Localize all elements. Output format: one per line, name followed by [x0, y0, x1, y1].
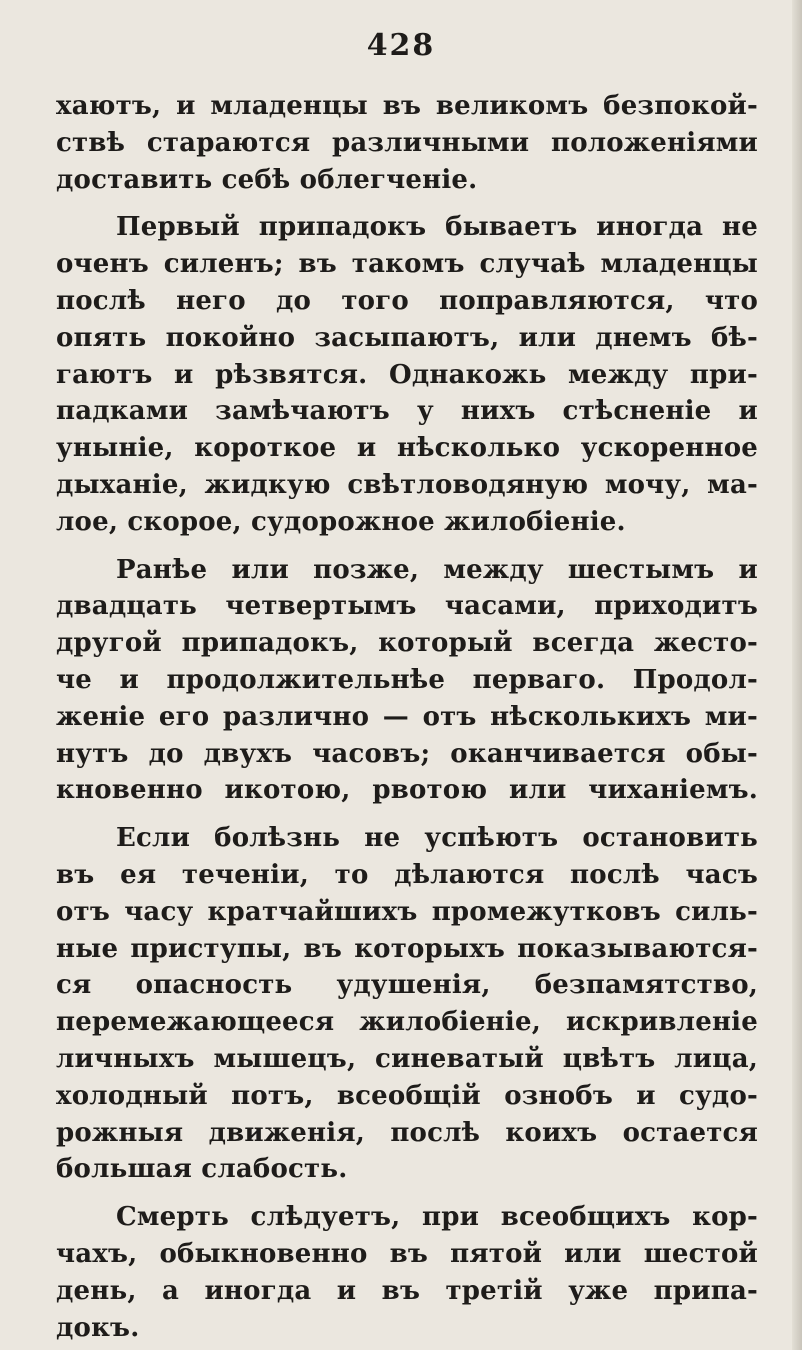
- text-line: ся опасность удушенія, безпамятство,: [56, 970, 758, 1001]
- text-line: личныхъ мышецъ, синеватый цвѣтъ лица,: [56, 1043, 758, 1074]
- text-line: Если болѣзнь не успѣютъ остановить: [116, 823, 758, 854]
- text-line: день, а иногда и въ третій уже припа-: [56, 1275, 758, 1306]
- text-line: лое, скорое, судорожное жилобіеніе.: [56, 506, 626, 537]
- text-line: че и продолжительнѣе перваго. Продол-: [56, 664, 758, 695]
- paragraph-1: [56, 88, 758, 198]
- paragraph-4: [56, 820, 758, 1188]
- text-line: другой припадокъ, который всегда жесто-: [56, 628, 758, 659]
- text-line: Первый припадокъ бываетъ иногда не: [116, 212, 758, 243]
- paragraph-3: [56, 552, 758, 810]
- text-line: отъ часу кратчайшихъ промежутковъ силь-: [56, 896, 758, 927]
- paragraph-2: [56, 209, 758, 540]
- text-line: ные приступы, въ которыхъ показываются-: [56, 933, 758, 964]
- text-line: послѣ него до того поправляются, что: [56, 285, 758, 316]
- text-line: Смерть слѣдуетъ, при всеобщихъ кор-: [116, 1202, 758, 1233]
- text-line: опять покойно засыпаютъ, или днемъ бѣ-: [56, 322, 758, 353]
- text-line: докъ.: [56, 1312, 140, 1343]
- paragraph-5: [56, 1199, 758, 1346]
- text-line: въ ея теченіи, то дѣлаются послѣ часъ: [56, 859, 758, 890]
- text-line: холодный потъ, всеобщій ознобъ и судо-: [56, 1080, 758, 1111]
- text-line: Ранѣе или позже, между шестымъ и: [116, 554, 758, 585]
- text-line: кновенно икотою, рвотою или чиханіемъ.: [56, 775, 758, 806]
- text-line: дыханіе, жидкую свѣтловодяную мочу, ма-: [56, 469, 758, 500]
- text-line: нутъ до двухъ часовъ; оканчивается обы-: [56, 738, 758, 769]
- text-line: перемежающееся жилобіеніе, искривленіе: [56, 1007, 758, 1038]
- text-line: чахъ, обыкновенно въ пятой или шестой: [56, 1238, 758, 1269]
- text-line: рожныя движенія, послѣ коихъ остается: [56, 1117, 758, 1148]
- page-number: 428: [366, 28, 436, 63]
- text-line: уныніе, короткое и нѣсколько ускоренное: [56, 433, 758, 464]
- text-line: оченъ силенъ; въ такомъ случаѣ младенцы: [56, 249, 758, 280]
- text-line: ствѣ стараются различными положеніями: [56, 127, 758, 158]
- text-line: хаютъ, и младенцы въ великомъ безпокой-: [56, 91, 758, 121]
- body-text: [56, 88, 758, 1346]
- text-line: падками замѣчаютъ у нихъ стѣсненіе и: [56, 396, 758, 427]
- page-edge-shadow: [792, 0, 802, 1350]
- text-line: женіе его различно — отъ нѣсколькихъ ми-: [56, 701, 758, 732]
- text-line: большая слабость.: [56, 1154, 348, 1185]
- text-line: доставить себѣ облегченіе.: [56, 164, 478, 195]
- text-line: двадцать четвертымъ часами, приходитъ: [56, 591, 758, 622]
- text-line: гаютъ и рѣзвятся. Однакожь между при-: [56, 359, 758, 390]
